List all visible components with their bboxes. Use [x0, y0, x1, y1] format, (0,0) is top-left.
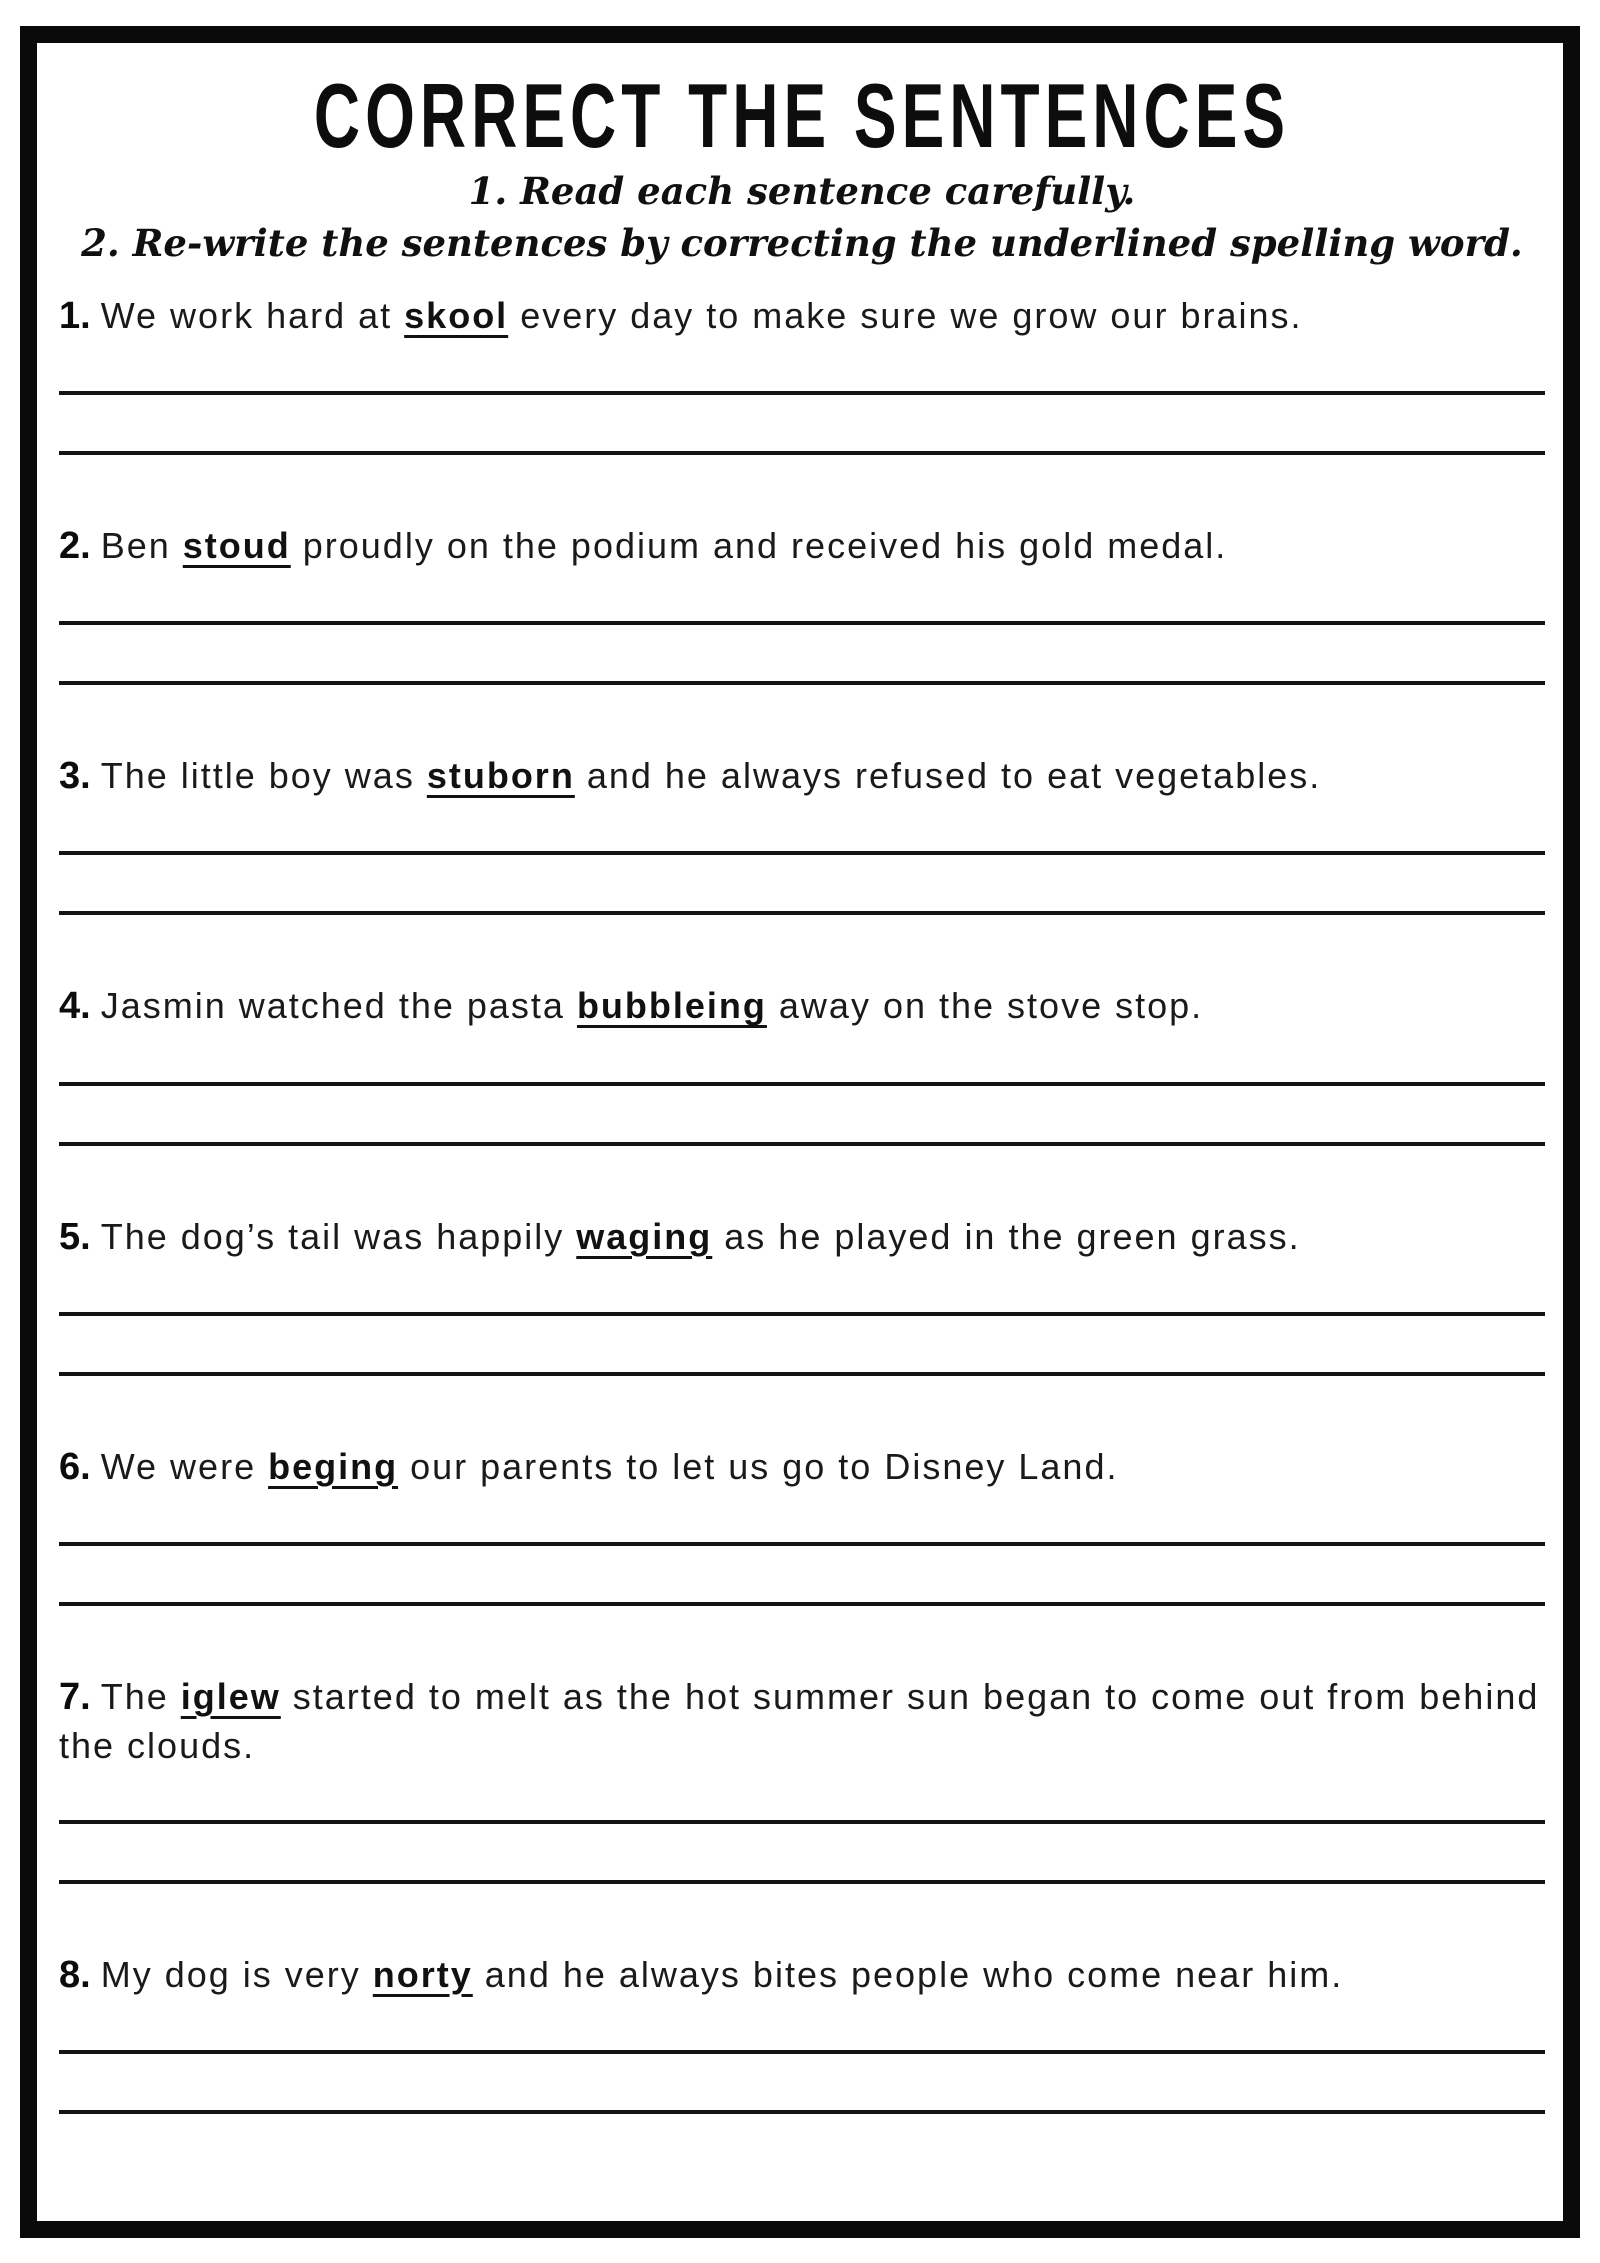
misspelled-word: waging: [576, 1215, 713, 1257]
sentence-number: 3.: [59, 755, 91, 798]
worksheet-page: [20, 26, 1580, 2238]
answer-line: [59, 1082, 1545, 1086]
title-area: [57, 63, 1547, 167]
worksheet-title: CORRECT THE SENTENCES: [313, 64, 1291, 167]
sentence-text: [59, 981, 1545, 1031]
sentence-item-8: [59, 1950, 1545, 2114]
misspelled-word: skool: [404, 295, 509, 336]
sentence-number: 1.: [59, 295, 91, 337]
sentence-text: [59, 1950, 1545, 2000]
sentence-before: The: [100, 1675, 181, 1717]
sentence-text: [59, 1672, 1545, 1770]
sentence-before: The dog’s tail was happily: [100, 1215, 577, 1257]
sentence-before: Jasmin watched the pasta: [100, 985, 577, 1027]
sentence-before: My dog is very: [100, 1953, 373, 1995]
sentence-after: and he always refused to eat vegetables.: [574, 755, 1322, 797]
answer-line: [59, 391, 1545, 395]
sentence-after: every day to make sure we grow our brains.: [508, 295, 1303, 336]
instruction-line-2: 2. Re-write the sentences by correcting the underlined spelling word.: [81, 221, 1523, 265]
sentence-before: We were: [100, 1445, 269, 1487]
sentence-number: 6.: [59, 1445, 91, 1488]
misspelled-word: bubbleing: [576, 985, 767, 1027]
sentence-before: The little boy was: [100, 755, 427, 797]
sentence-after: started to melt as the hot summer sun began to come out from behind the clouds.: [59, 1675, 1540, 1767]
answer-line: [59, 1142, 1545, 1146]
misspelled-word: iglew: [180, 1675, 281, 1717]
answer-line: [59, 911, 1545, 915]
sentence-after: and he always bites people who come near him.: [472, 1953, 1344, 1995]
worksheet-content: [37, 43, 1563, 2114]
answer-line: [59, 2050, 1545, 2054]
instruction-line-1: 1. Read each sentence carefully.: [468, 169, 1136, 213]
sentence-item-4: [59, 981, 1545, 1145]
answer-line: [59, 451, 1545, 455]
answer-line: [59, 1372, 1545, 1376]
misspelled-word: norty: [372, 1953, 473, 1995]
misspelled-word: stoud: [182, 525, 291, 567]
sentence-item-6: [59, 1442, 1545, 1606]
sentence-number: 5.: [59, 1215, 91, 1258]
sentence-item-2: [59, 521, 1545, 685]
sentence-number: 4.: [59, 985, 91, 1028]
answer-line: [59, 1820, 1545, 1824]
sentence-item-1: [59, 291, 1545, 455]
sentence-number: 7.: [59, 1675, 91, 1718]
sentence-item-7: [59, 1672, 1545, 1884]
answer-line: [59, 1542, 1545, 1546]
answer-line: [59, 1312, 1545, 1316]
sentence-number: 2.: [59, 525, 91, 568]
answer-line: [59, 681, 1545, 685]
sentence-after: our parents to let us go to Disney Land.: [398, 1445, 1119, 1487]
answer-line: [59, 1602, 1545, 1606]
sentence-text: [59, 1442, 1545, 1492]
sentence-before: Ben: [100, 525, 183, 567]
answer-line: [59, 1880, 1545, 1884]
sentence-text: [59, 291, 1545, 341]
answer-line: [59, 2110, 1545, 2114]
answer-line: [59, 621, 1545, 625]
sentence-item-5: [59, 1212, 1545, 1376]
sentence-text: [59, 521, 1545, 571]
sentence-before: We work hard at: [100, 295, 405, 336]
answer-line: [59, 851, 1545, 855]
sentence-after: as he played in the green grass.: [712, 1215, 1301, 1257]
sentence-text: [59, 751, 1545, 801]
sentence-list: [57, 291, 1547, 2114]
misspelled-word: beging: [268, 1445, 399, 1487]
sentence-after: away on the stove stop.: [766, 985, 1204, 1027]
sentence-text: [59, 1212, 1545, 1262]
sentence-after: proudly on the podium and received his gold medal.: [290, 525, 1228, 567]
sentence-item-3: [59, 751, 1545, 915]
sentence-number: 8.: [59, 1953, 91, 1996]
misspelled-word: stuborn: [426, 755, 575, 797]
